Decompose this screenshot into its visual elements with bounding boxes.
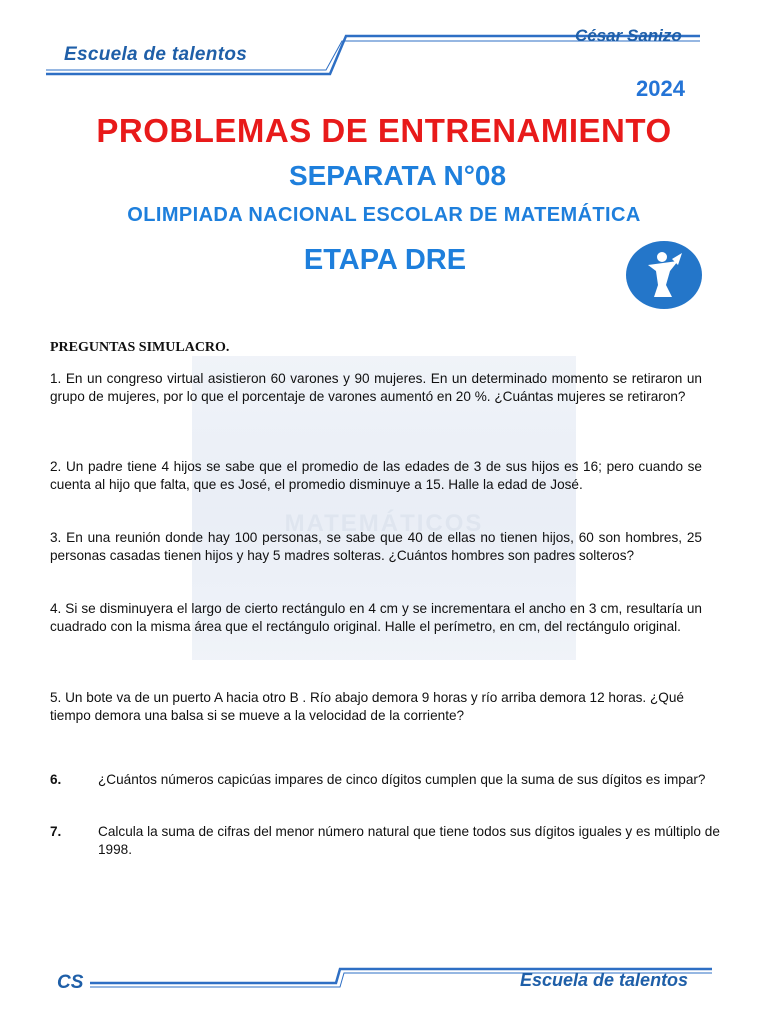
watermark-text: MATEMÁTICOS xyxy=(284,510,484,537)
question-6-number: 6. xyxy=(50,772,62,787)
olympiad-figure-icon xyxy=(626,241,702,309)
stage-label: ETAPA DRE xyxy=(303,244,467,276)
header-school-name: Escuela de talentos xyxy=(64,44,248,65)
question-5: 5. Un bote va de un puerto A hacia otro B . Río abajo demora 9 horas y río arriba demora 12 horas. ¿Qué tiempo demora una balsa si se mueve a la velocidad de la corriente? xyxy=(50,690,684,723)
question-6-text: ¿Cuántos números capicúas impares de cinco dígitos cumplen que la suma de sus dígitos es impar? xyxy=(98,772,706,787)
document-title: PROBLEMAS DE ENTRENAMIENTO xyxy=(96,112,672,149)
olympiad-name: OLIMPIADA NACIONAL ESCOLAR DE MATEMÁTICA xyxy=(127,204,641,226)
question-1: 1. En un congreso virtual asistieron 60 varones y 90 mujeres. En un determinado momento se retiraron un grupo de mujeres, por lo que el porcentaje de varones aumentó en 20 %. ¿Cuántas mujeres se retiraron? xyxy=(50,371,702,404)
header-author-name: César Sanizo xyxy=(575,26,682,45)
question-2: 2. Un padre tiene 4 hijos se sabe que el promedio de las edades de 3 de sus hijos es 16; pero cuando se cuenta al hijo que falta, que es José, el promedio disminuye a 15. Halle la edad de José. xyxy=(50,459,702,492)
question-4: 4. Si se disminuyera el largo de cierto rectángulo en 4 cm y se incrementara el ancho en 3 cm, resultaría un cuadrado con la misma área que el rectángulo original. Halle el perímetro, en cm, del rectángulo original. xyxy=(50,601,702,634)
footer-initials: CS xyxy=(57,972,84,993)
question-7-number: 7. xyxy=(50,824,62,839)
question-3: 3. En una reunión donde hay 100 personas, se sabe que 40 de ellas no tienen hijos, 60 son hombres, 25 personas casadas tienen hijos y hay 5 madres solteras. ¿Cuántos hombres son padres solteros? xyxy=(50,530,702,563)
year-label: 2024 xyxy=(636,76,685,101)
footer-school-name: Escuela de talentos xyxy=(520,970,689,990)
document-subtitle: SEPARATA N°08 xyxy=(288,160,507,191)
question-7-text: Calcula la suma de cifras del menor número natural que tiene todos sus dígitos iguales y es múltiplo de 1998. xyxy=(98,824,720,857)
section-heading: PREGUNTAS SIMULACRO. xyxy=(50,340,230,355)
